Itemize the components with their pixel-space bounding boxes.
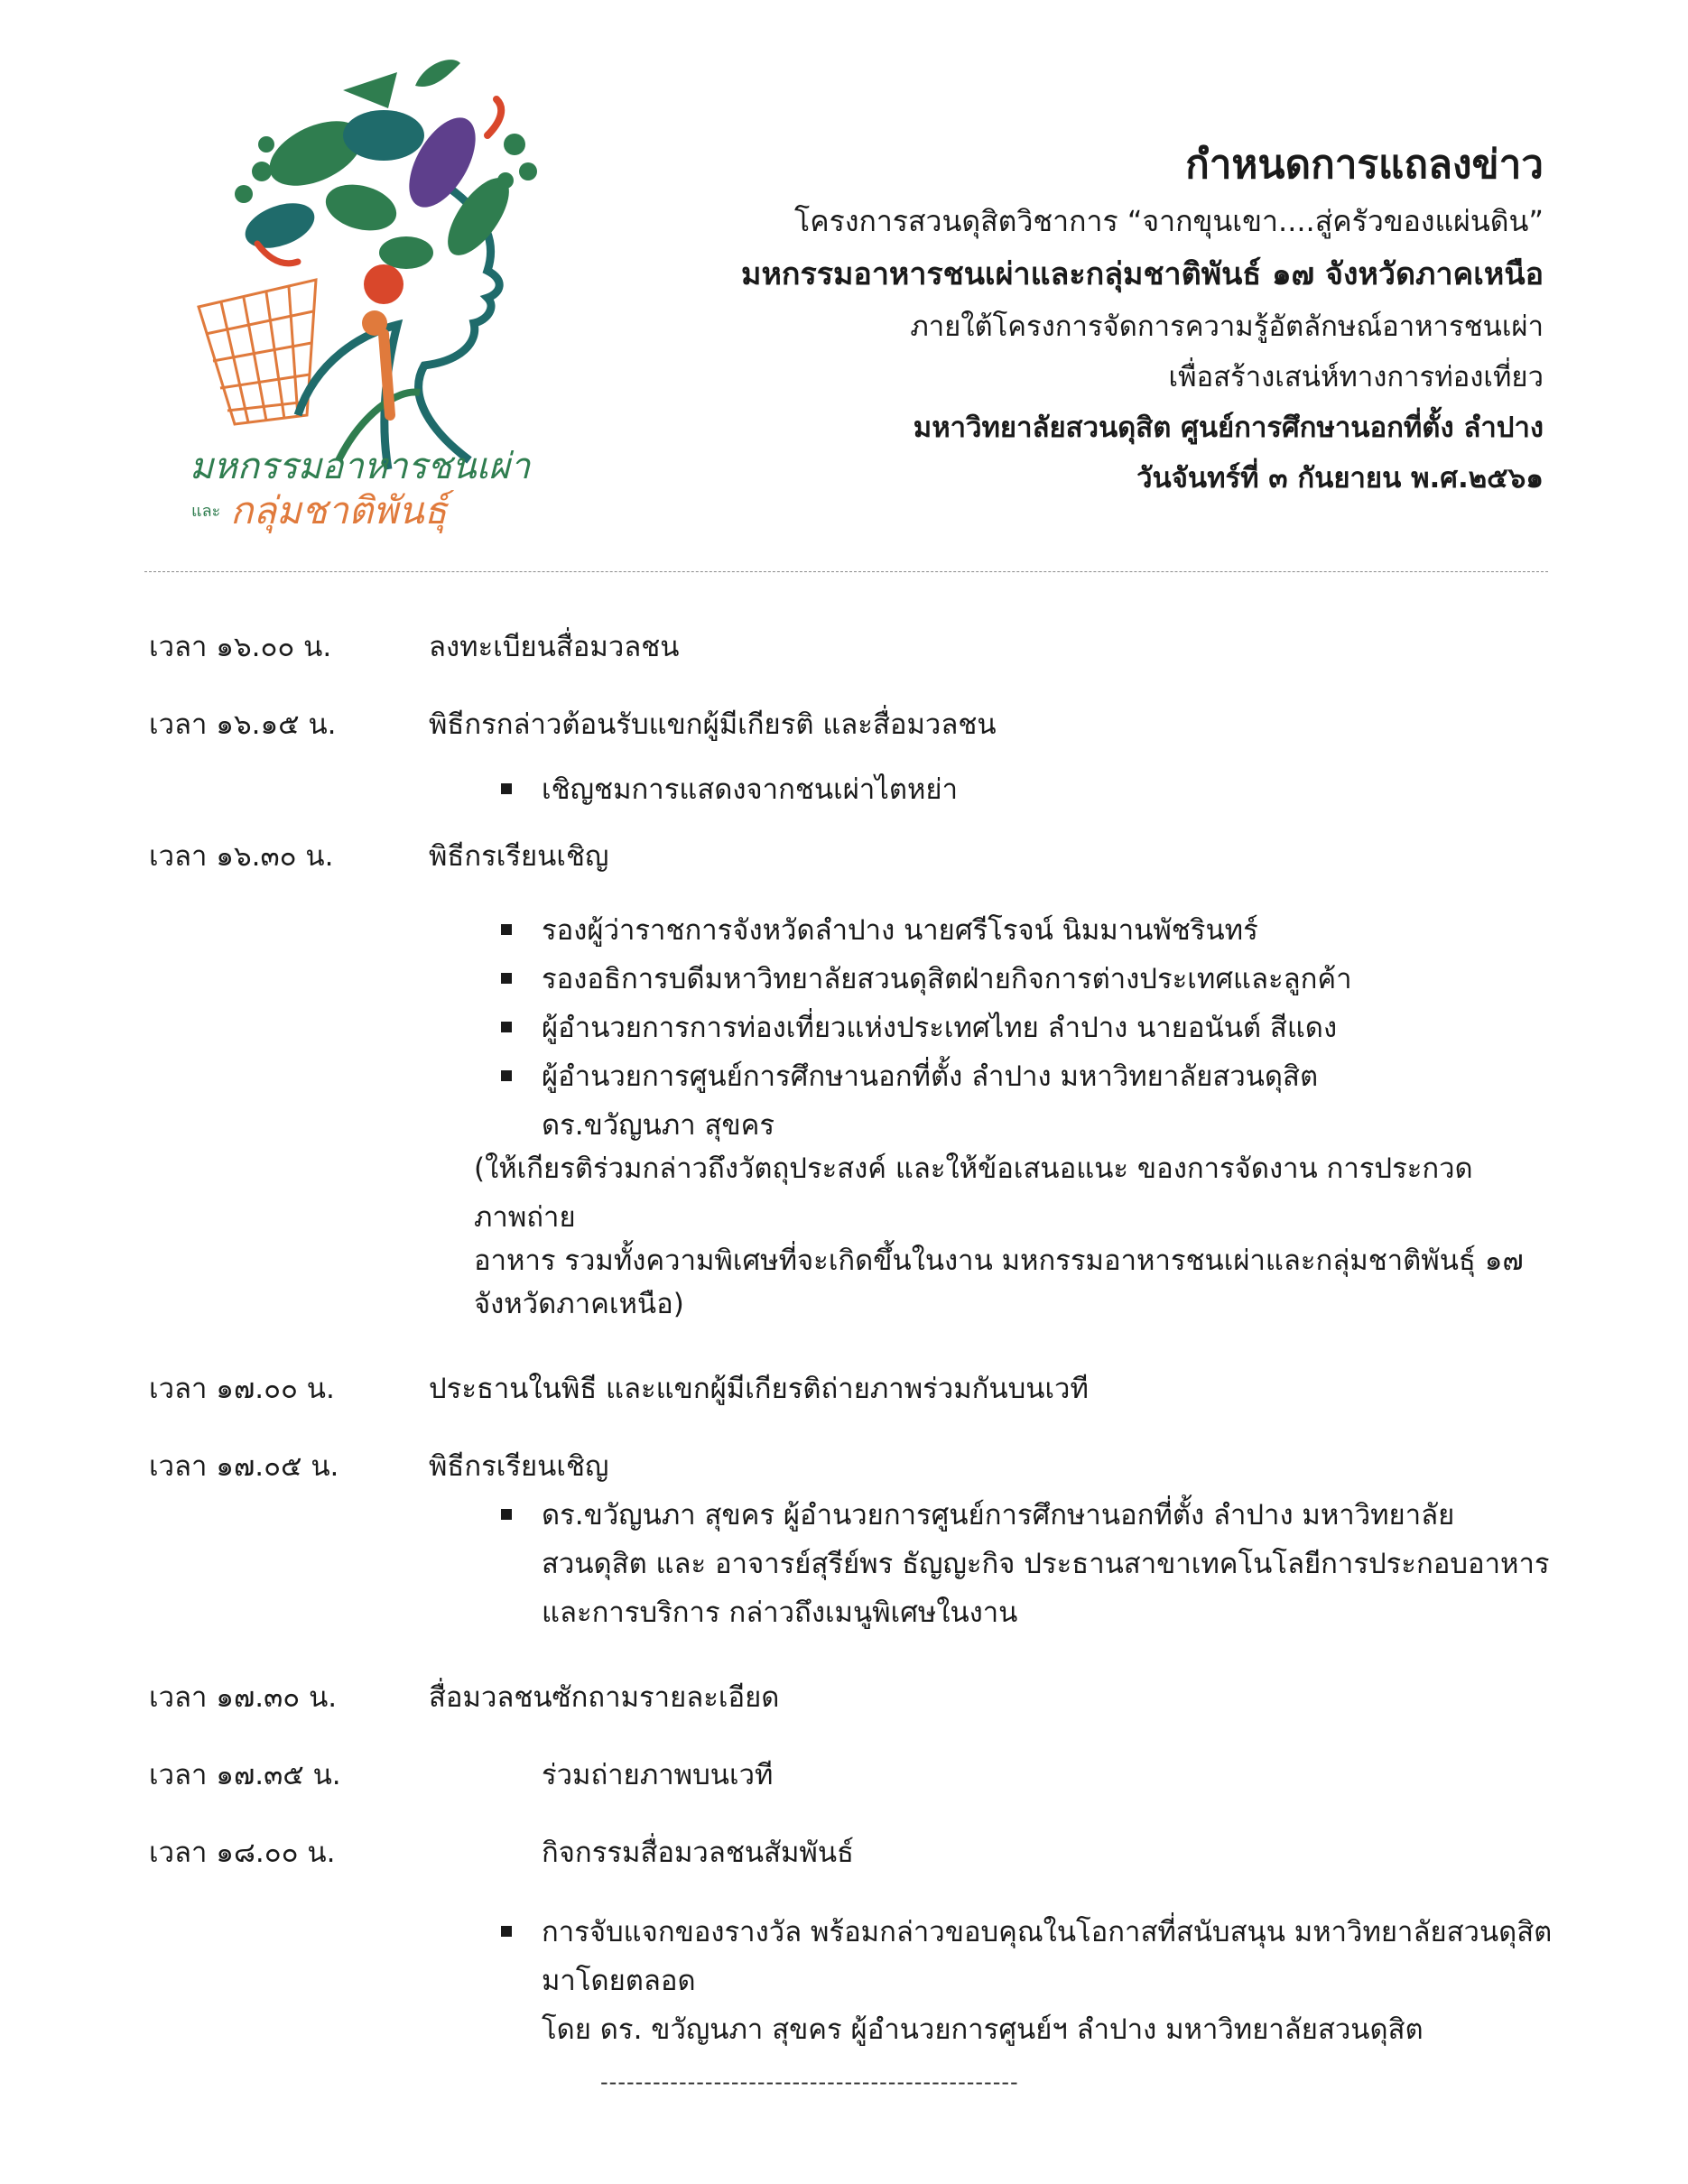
bullet-list xyxy=(149,906,1557,1101)
header-divider xyxy=(144,571,1548,572)
bullet-continuation: ดร.ขวัญนภา สุขคร xyxy=(542,1109,775,1142)
agenda-row xyxy=(149,1673,1557,1722)
by-line: โดย ดร. ขวัญนภา สุขคร ผู้อำนวยการศูนย์ฯ ลำปาง มหาวิทยาลัยสวนดุสิต xyxy=(542,2013,1424,2046)
bullet-list xyxy=(149,1908,1557,1957)
project-purpose: เพื่อสร้างเสน่ห์ทางการท่องเที่ยว xyxy=(1168,361,1544,393)
list-item: การจับแจกของรางวัล พร้อมกล่าวขอบคุณในโอกาสที่สนับสนุน มหาวิทยาลัยสวนดุสิต xyxy=(542,1908,1557,1957)
list-item: ผู้อำนวยการศูนย์การศึกษานอกที่ตั้ง ลำปาง มหาวิทยาลัยสวนดุสิต xyxy=(542,1052,1557,1101)
document-header xyxy=(460,135,1544,504)
agenda-activity: พิธีกรเรียนเชิญ xyxy=(429,840,609,873)
agenda-row xyxy=(149,1365,1557,1413)
agenda-activity: ลงทะเบียนสื่อมวลชน xyxy=(429,631,680,663)
logo-text-small: และ xyxy=(191,502,221,521)
agenda-time: เวลา ๑๖.๑๕ น. xyxy=(149,708,337,741)
agenda-activity: สื่อมวลชนซักถามรายละเอียด xyxy=(429,1681,780,1714)
agenda-time: เวลา ๑๗.๐๕ น. xyxy=(149,1450,339,1483)
agenda-time: เวลา ๑๖.๐๐ น. xyxy=(149,631,332,663)
agenda-activity: ร่วมถ่ายภาพบนเวที xyxy=(542,1759,774,1791)
agenda-row xyxy=(149,1751,1557,1800)
bullet-continuation: มาโดยตลอด xyxy=(542,1965,696,1997)
list-item: เชิญชมการแสดงจากชนเผ่าไตหย่า xyxy=(542,765,1557,814)
bullet-continuation: สวนดุสิต และ อาจารย์สุรีย์พร ธัญญะกิจ ประธานสาขาเทคโนโลยีการประกอบอาหาร xyxy=(542,1548,1550,1580)
bullet-list xyxy=(149,765,1557,814)
event-date: วันจันทร์ที่ ๓ กันยายน พ.ศ.๒๕๖๑ xyxy=(1136,462,1544,495)
list-item: ดร.ขวัญนภา สุขคร ผู้อำนวยการศูนย์การศึกษานอกที่ตั้ง ลำปาง มหาวิทยาลัย xyxy=(542,1491,1557,1540)
basket-icon xyxy=(199,280,316,424)
logo-text-line2: กลุ่มชาติพันธุ์ xyxy=(230,488,448,532)
agenda-activity: พิธีกรกล่าวต้อนรับแขกผู้มีเกียรติ และสื่อมวลชน xyxy=(429,708,997,741)
list-item: รองผู้ว่าราชการจังหวัดลำปาง นายศรีโรจน์ นิมมานพัชรินทร์ xyxy=(542,906,1557,955)
note-line: จังหวัดภาคเหนือ) xyxy=(474,1288,684,1320)
organizer: มหาวิทยาลัยสวนดุสิต ศูนย์การศึกษานอกที่ตั้ง ลำปาง xyxy=(913,412,1544,444)
agenda-time: เวลา ๑๗.๓๐ น. xyxy=(149,1681,338,1714)
agenda xyxy=(149,623,1557,2054)
note-line: (ให้เกียรติร่วมกล่าวถึงวัตถุประสงค์ และให้ข้อเสนอแนะ ของการจัดงาน การประกวดภาพถ่าย xyxy=(474,1152,1473,1234)
agenda-activity: ประธานในพิธี และแขกผู้มีเกียรติถ่ายภาพร่วมกันบนเวที xyxy=(429,1373,1089,1405)
agenda-row xyxy=(149,623,1557,671)
agenda-row xyxy=(149,832,1557,881)
list-item: ผู้อำนวยการการท่องเที่ยวแห่งประเทศไทย ลำปาง นายอนันต์ สีแดง xyxy=(542,1004,1557,1052)
note-line: อาหาร รวมทั้งความพิเศษที่จะเกิดขึ้นในงาน มหกรรมอาหารชนเผ่าและกลุ่มชาติพันธุ์ ๑๗ xyxy=(474,1245,1524,1277)
bullet-list xyxy=(149,1491,1557,1540)
agenda-time: เวลา ๑๘.๐๐ น. xyxy=(149,1837,336,1869)
agenda-time: เวลา ๑๖.๓๐ น. xyxy=(149,840,334,873)
bullet-continuation: และการบริการ กล่าวถึงเมนูพิเศษในงาน xyxy=(542,1596,1018,1629)
agenda-row xyxy=(149,700,1557,749)
agenda-activity: กิจกรรมสื่อมวลชนสัมพันธ์ xyxy=(542,1837,854,1869)
agenda-row xyxy=(149,1442,1557,1491)
project-name: โครงการสวนดุสิตวิชาการ “จากขุนเขา....สู่ครัวของแผ่นดิน” xyxy=(794,204,1544,238)
list-item: รองอธิการบดีมหาวิทยาลัยสวนดุสิตฝ่ายกิจการต่างประเทศและลูกค้า xyxy=(542,955,1557,1004)
end-marker: ------------------------------------------------ xyxy=(600,2069,1019,2095)
logo-text-line1: มหกรรมอาหารชนเผ่า xyxy=(190,446,531,487)
agenda-row xyxy=(149,1828,1557,1877)
agenda-time: เวลา ๑๗.๐๐ น. xyxy=(149,1373,335,1405)
festival-name: มหกรรมอาหารชนเผ่าและกลุ่มชาติพันธ์ ๑๗ จังหวัดภาคเหนือ xyxy=(741,256,1544,292)
under-project: ภายใต้โครงการจัดการความรู้อัตลักษณ์อาหารชนเผ่า xyxy=(910,310,1544,343)
agenda-activity: พิธีกรเรียนเชิญ xyxy=(429,1450,609,1483)
page-title: กำหนดการแถลงข่าว xyxy=(1185,142,1544,188)
agenda-time: เวลา ๑๗.๓๕ น. xyxy=(149,1759,341,1791)
